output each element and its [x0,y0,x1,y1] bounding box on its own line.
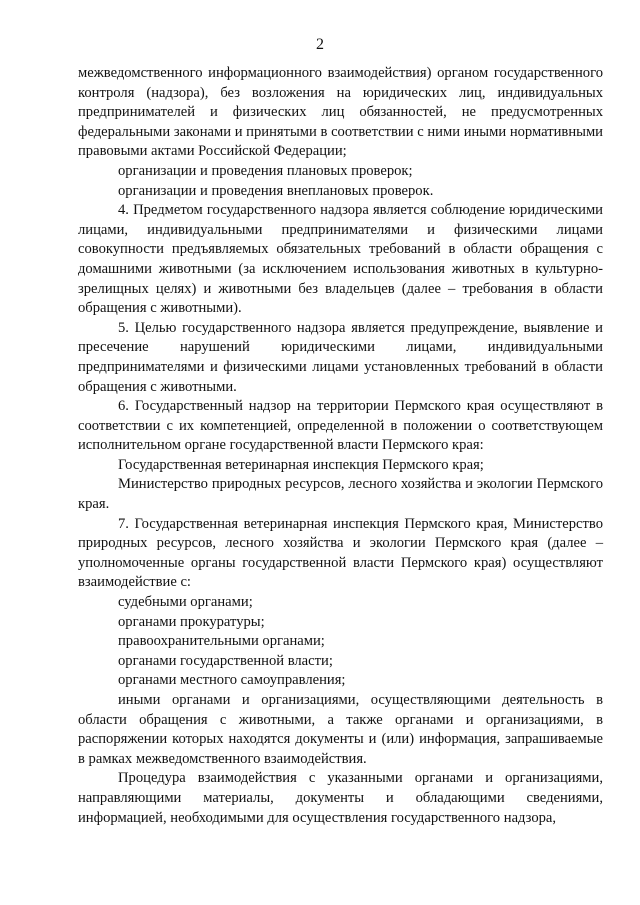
document-body [78,64,603,828]
list-item: организации и проведения плановых проверок; [118,162,413,179]
list-item: органами государственной власти; [118,652,333,669]
page-number: 2 [316,36,324,53]
list-item: организации и проведения внеплановых проверок. [118,182,434,199]
paragraph: 4. Предметом государственного надзора является соблюдение юридическими лицами, индивидуальными предпринимателями и физическими лицами совокупности предъявляемых обязательных требований в области обращения с домашними животными (за исключением использования животных в культурно-зрелищных целях) и животными без владельцев (далее – требования в области обращения с животными). [78,202,603,317]
paragraph: 6. Государственный надзор на территории Пермского края осуществляют в соответствии с их компетенцией, определенной в положении о соответствующем исполнительном органе государственной власти Пермского края: [78,398,603,454]
paragraph: межведомственного информационного взаимодействия) органом государственного контроля (надзора), без возложения на юридических лиц, индивидуальных предпринимателей и физических лиц обязанностей, не предусмотренных федеральными законами и принятыми в соответствии с ними иными нормативными правовыми актами Российской Федерации; [78,65,603,160]
list-item: Государственная ветеринарная инспекция Пермского края; [118,456,484,473]
list-item: органами прокуратуры; [118,613,265,630]
paragraph: 7. Государственная ветеринарная инспекция Пермского края, Министерство природных ресурсов, лесного хозяйства и экологии Пермского края (далее – уполномоченные органы государственной власти Пермского края) осуществляют взаимодействие с: [78,515,603,591]
paragraph: Министерство природных ресурсов, лесного хозяйства и экологии Пермского края. [78,476,603,513]
list-item: правоохранительными органами; [118,633,325,650]
paragraph: 5. Целью государственного надзора является предупреждение, выявление и пресечение нарушений юридическими лицами, индивидуальными предпринимателями и физическими лицами установленных требований в области обращения с животными. [78,319,603,395]
paragraph: Процедура взаимодействия с указанными органами и организациями, направляющими материалы, документы и обладающими сведениями, информацией, необходимыми для осуществления государственного надзора, [78,770,603,826]
paragraph: иными органами и организациями, осуществляющими деятельность в области обращения с животными, а также органами и организациями, в распоряжении которых находятся документы и (или) информация, запрашиваемые в рамках межведомственного взаимодействия. [78,692,603,767]
list-item: судебными органами; [118,594,253,611]
list-item: органами местного самоуправления; [118,672,346,689]
